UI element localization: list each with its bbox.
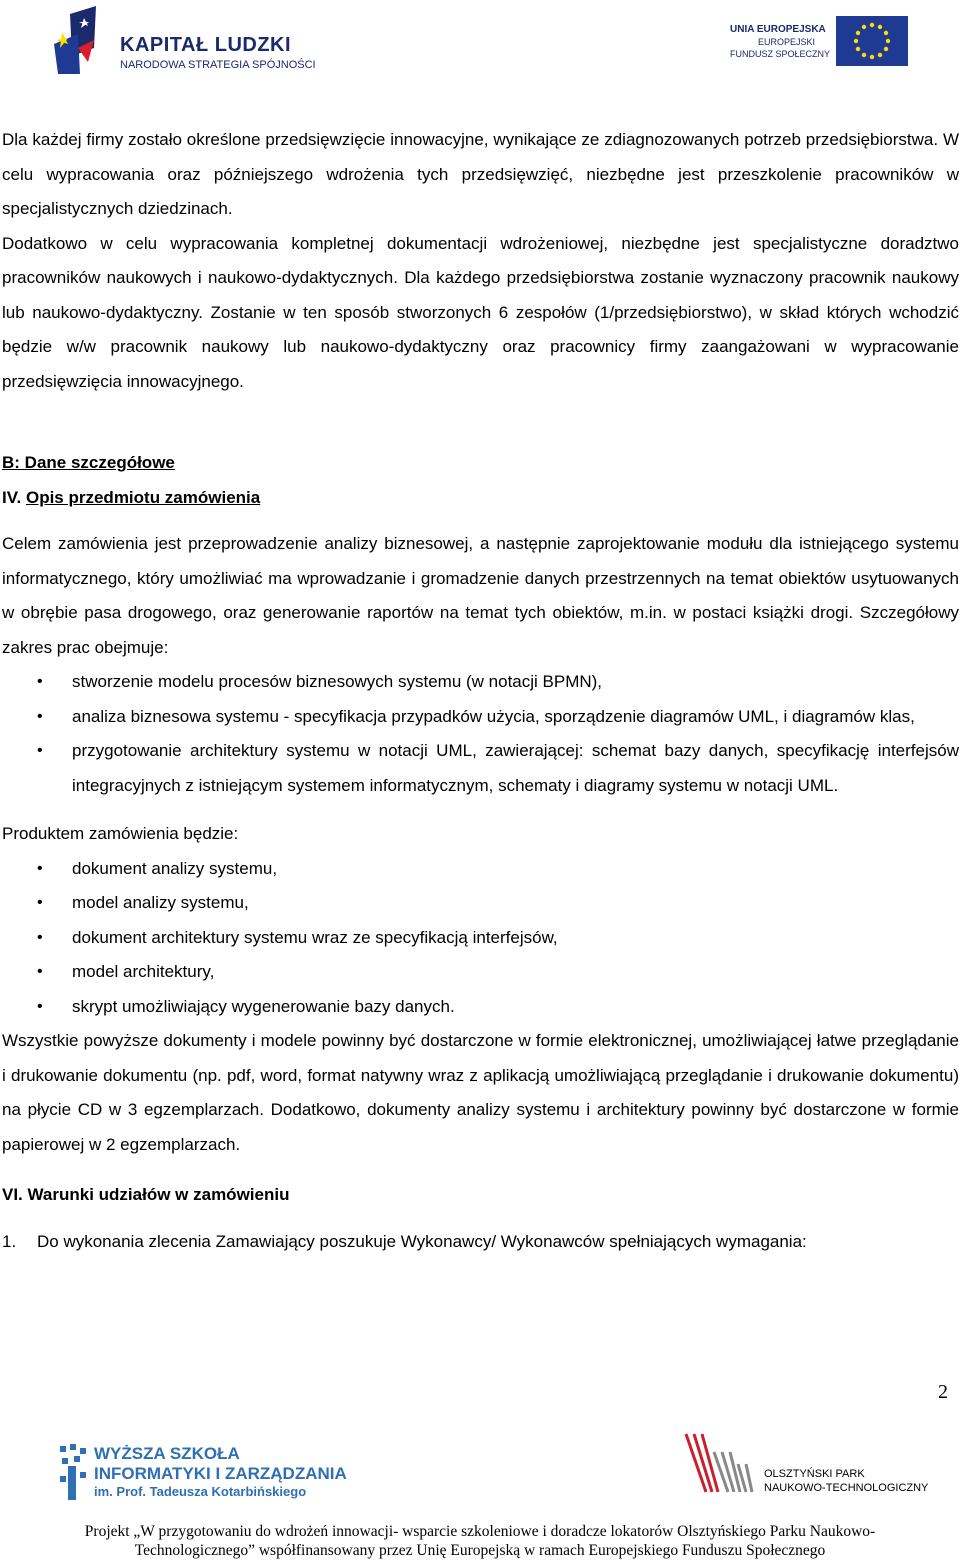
list-item: • dokument analizy systemu, [2,852,959,887]
list-item: • przygotowanie architektury systemu w notacji UML, zawierającej: schemat bazy danych, specyfikację interfejsów integracyjnych z istniejącym systemem informatycznym, schematy i diagramy systemu w notacji UML. [2,734,959,803]
opn-logo [680,1432,930,1498]
scope-list [2,665,959,803]
footer-caption [0,1522,960,1560]
paragraph-consulting: Dodatkowo w celu wypracowania kompletnej dokumentacji wdrożeniowej, niezbędne jest specjalistyczne doradztwo pracowników naukowych i naukowo-dydaktycznych. Dla każdego przedsiębiorstwa zostanie wyznaczony pracownik naukowy lub naukowo-dydaktyczny. Zostanie w ten sposób stworzonych 6 zespołów (1/przedsiębiorstwo), w skład których wchodzić będzie w/w pracownik naukowy lub naukowo-dydaktyczny oraz pracownicy firmy zaangażowani w wypracowanie przedsięwzięcia innowacyjnego. [2,233,959,391]
eu-logo-line3: FUNDUSZ SPOŁECZNY [730,49,831,59]
list-item: • skrypt umożliwiający wygenerowanie bazy danych. [2,990,959,1025]
section-vi-heading: VI. Warunki udziałów w zamówieniu [2,1185,290,1204]
kapital-ludzki-emblem-icon [48,4,118,76]
section-b-heading: B: Dane szczegółowe [2,453,175,472]
section-iv-heading [2,481,959,516]
wsiz-logo [58,1430,347,1510]
opn-emblem-icon [680,1432,760,1496]
document-body [2,123,959,1259]
kapital-ludzki-title: KAPITAŁ LUDZKI [120,34,292,56]
wsiz-emblem-icon [58,1442,90,1506]
kapital-ludzki-logo [48,4,318,76]
opn-line2: NAUKOWO-TECHNOLOGICZNY [764,1482,929,1494]
wsiz-line1: WYŻSZA SZKOŁA [94,1444,240,1463]
page-number: 2 [938,1381,948,1403]
kapital-ludzki-subtitle: NARODOWA STRATEGIA SPÓJNOŚCI [120,59,316,71]
footer-caption-line2: Technologicznego” współfinansowany przez Unię Europejską w ramach Europejskiego Funduszu Społecznego [134,1542,826,1559]
eu-logo-line2: EUROPEJSKI [758,37,816,47]
paragraph-delivery: Wszystkie powyższe dokumenty i modele powinny być dostarczone w formie elektronicznej, umożliwiającej łatwe przeglądanie i drukowanie dokumentu (np. pdf, word, format natywny wraz z aplikacją umożliwiającą przeglądanie i drukowanie dokumentu) na płycie CD w 3 egzemplarzach. Dodatkowo, dokumenty analizy systemu i architektury powinny być dostarczone w formie papierowej w 2 egzemplarzach. [2,1031,959,1154]
list-item: • analiza biznesowa systemu - specyfikacja przypadków użycia, sporządzenie diagramów UML, i diagramów klas, [2,700,959,735]
item-text: Do wykonania zlecenia Zamawiający poszukuje Wykonawcy/ Wykonawców spełniających wymagania: [37,1231,807,1251]
eu-flag-icon [836,16,908,66]
list-item: • model architektury, [2,955,959,990]
wsiz-line2: INFORMATYKI I ZARZĄDZANIA [94,1464,347,1483]
list-item: • dokument architektury systemu wraz ze specyfikacją interfejsów, [2,921,959,956]
wsiz-line3: im. Prof. Tadeusza Kotarbińskiego [94,1484,307,1499]
opn-line1: OLSZTYŃSKI PARK [764,1468,865,1480]
eu-logo-line1: UNIA EUROPEJSKA [730,24,826,35]
paragraph-intro: Dla każdej firmy zostało określone przedsięwzięcie innowacyjne, wynikające ze zdiagnozowanych potrzeb przedsiębiorstwa. W celu wypracowania oraz późniejszego wdrożenia tych przedsięwzięć, niezbędne jest przeszkolenie pracowników w specjalistycznych dziedzinach. [2,130,959,218]
requirements-item-1 [2,1225,959,1260]
section-iv-number: IV. [2,487,22,507]
footer-caption-line1: Projekt „W przygotowaniu do wdrożeń innowacji- wsparcie szkoleniowe i doradcze lokatorów Olsztyńskiego Parku Naukowo- [84,1523,876,1540]
section-iv-title: Opis przedmiotu zamówienia [25,487,261,507]
eu-efs-logo [724,14,910,70]
list-item: • stworzenie modelu procesów biznesowych systemu (w notacji BPMN), [2,665,959,700]
products-intro: Produktem zamówienia będzie: [2,824,239,843]
list-item: • model analizy systemu, [2,886,959,921]
products-list [2,852,959,1025]
paragraph-scope: Celem zamówienia jest przeprowadzenie analizy biznesowej, a następnie zaprojektowanie modułu dla istniejącego systemu informatycznego, który umożliwiać ma wprowadzanie i gromadzenie danych przestrzennych na temat obiektów usytuowanych w obrębie pasa drogowego, oraz generowanie raportów na temat tych obiektów, m.in. w postaci książki drogi. Szczegółowy zakres prac obejmuje: [2,534,959,657]
item-number: 1. [2,1231,17,1251]
